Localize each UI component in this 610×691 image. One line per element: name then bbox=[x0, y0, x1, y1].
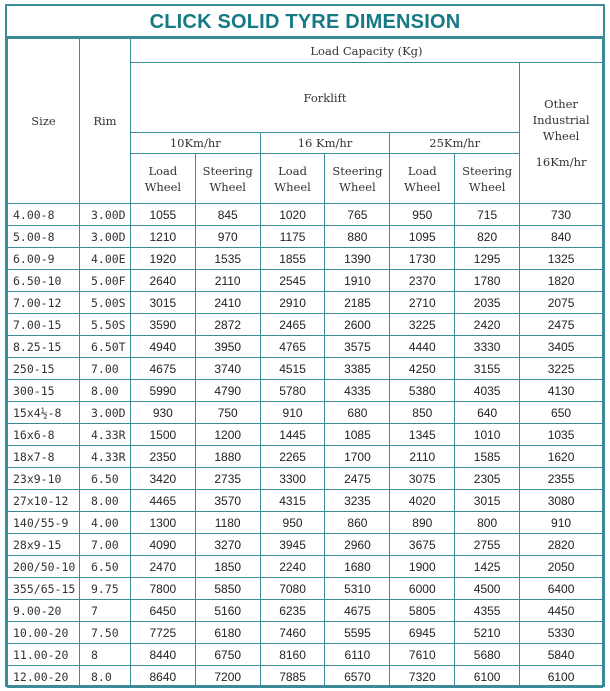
rim-cell: 9.75 bbox=[79, 578, 130, 600]
table-row bbox=[8, 292, 603, 314]
other-industrial-wheel-header bbox=[520, 63, 603, 204]
load-capacity-cell: 7460 bbox=[260, 622, 325, 644]
load-capacity-cell: 4675 bbox=[130, 358, 195, 380]
load-capacity-cell: 3075 bbox=[390, 468, 455, 490]
load-capacity-cell: 3575 bbox=[325, 336, 390, 358]
load-capacity-cell: 4250 bbox=[390, 358, 455, 380]
load-capacity-cell: 2355 bbox=[520, 468, 603, 490]
other-wheel-label: Other Industrial Wheel bbox=[532, 97, 590, 143]
size-cell: 16x6-8 bbox=[8, 424, 80, 446]
load-capacity-cell: 3225 bbox=[390, 314, 455, 336]
table-row bbox=[8, 402, 603, 424]
rim-cell: 4.33R bbox=[79, 446, 130, 468]
table-row bbox=[8, 644, 603, 666]
steering-wheel-header: Steering Wheel bbox=[455, 154, 520, 204]
size-cell: 15x4½-8 bbox=[8, 402, 80, 424]
load-wheel-header: Load Wheel bbox=[260, 154, 325, 204]
load-capacity-cell: 4765 bbox=[260, 336, 325, 358]
speed-10-header: 10Km/hr bbox=[130, 133, 260, 154]
rim-cell: 4.00E bbox=[79, 248, 130, 270]
load-capacity-cell: 4090 bbox=[130, 534, 195, 556]
load-capacity-cell: 8160 bbox=[260, 644, 325, 666]
load-capacity-cell: 1300 bbox=[130, 512, 195, 534]
load-capacity-cell: 2240 bbox=[260, 556, 325, 578]
size-cell: 6.00-9 bbox=[8, 248, 80, 270]
load-capacity-cell: 2465 bbox=[260, 314, 325, 336]
page-title: CLICK SOLID TYRE DIMENSION bbox=[7, 6, 603, 38]
load-capacity-cell: 1035 bbox=[520, 424, 603, 446]
load-capacity-cell: 6400 bbox=[520, 578, 603, 600]
rim-cell: 7.50 bbox=[79, 622, 130, 644]
load-capacity-cell: 910 bbox=[260, 402, 325, 424]
load-capacity-cell: 3945 bbox=[260, 534, 325, 556]
load-capacity-cell: 1880 bbox=[195, 446, 260, 468]
rim-cell: 5.50S bbox=[79, 314, 130, 336]
load-capacity-cell: 4035 bbox=[455, 380, 520, 402]
load-capacity-cell: 3270 bbox=[195, 534, 260, 556]
table-row bbox=[8, 204, 603, 226]
load-capacity-cell: 765 bbox=[325, 204, 390, 226]
load-capacity-cell: 4020 bbox=[390, 490, 455, 512]
size-cell: 12.00-20 bbox=[8, 666, 80, 688]
table-row bbox=[8, 556, 603, 578]
size-cell: 140/55-9 bbox=[8, 512, 80, 534]
load-capacity-cell: 1535 bbox=[195, 248, 260, 270]
size-cell: 250-15 bbox=[8, 358, 80, 380]
load-capacity-cell: 8440 bbox=[130, 644, 195, 666]
load-capacity-cell: 3300 bbox=[260, 468, 325, 490]
table-row bbox=[8, 600, 603, 622]
load-capacity-cell: 2265 bbox=[260, 446, 325, 468]
table-row bbox=[8, 622, 603, 644]
load-capacity-cell: 1210 bbox=[130, 226, 195, 248]
load-capacity-cell: 3590 bbox=[130, 314, 195, 336]
speed-25-header: 25Km/hr bbox=[390, 133, 520, 154]
load-capacity-cell: 840 bbox=[520, 226, 603, 248]
load-capacity-cell: 7885 bbox=[260, 666, 325, 688]
load-capacity-cell: 6100 bbox=[520, 666, 603, 688]
load-capacity-cell: 8640 bbox=[130, 666, 195, 688]
load-capacity-cell: 4940 bbox=[130, 336, 195, 358]
table-row bbox=[8, 490, 603, 512]
rim-cell: 3.00D bbox=[79, 402, 130, 424]
load-capacity-cell: 4355 bbox=[455, 600, 520, 622]
load-capacity-cell: 2755 bbox=[455, 534, 520, 556]
steering-wheel-header: Steering Wheel bbox=[325, 154, 390, 204]
size-cell: 9.00-20 bbox=[8, 600, 80, 622]
table-row bbox=[8, 248, 603, 270]
load-capacity-cell: 5595 bbox=[325, 622, 390, 644]
load-capacity-cell: 2370 bbox=[390, 270, 455, 292]
table-row bbox=[8, 314, 603, 336]
load-capacity-cell: 5330 bbox=[520, 622, 603, 644]
table-row bbox=[8, 578, 603, 600]
load-capacity-cell: 3950 bbox=[195, 336, 260, 358]
load-capacity-cell: 2420 bbox=[455, 314, 520, 336]
load-capacity-cell: 2350 bbox=[130, 446, 195, 468]
load-capacity-cell: 4440 bbox=[390, 336, 455, 358]
size-cell: 8.25-15 bbox=[8, 336, 80, 358]
size-cell: 355/65-15 bbox=[8, 578, 80, 600]
rim-cell: 8.0 bbox=[79, 666, 130, 688]
size-cell: 7.00-15 bbox=[8, 314, 80, 336]
table-row bbox=[8, 226, 603, 248]
load-capacity-cell: 950 bbox=[260, 512, 325, 534]
rim-cell: 8 bbox=[79, 644, 130, 666]
rim-cell: 4.33R bbox=[79, 424, 130, 446]
table-row bbox=[8, 468, 603, 490]
load-capacity-cell: 2475 bbox=[520, 314, 603, 336]
load-capacity-cell: 1900 bbox=[390, 556, 455, 578]
size-cell: 10.00-20 bbox=[8, 622, 80, 644]
table-row bbox=[8, 380, 603, 402]
load-capacity-cell: 1585 bbox=[455, 446, 520, 468]
load-capacity-cell: 1020 bbox=[260, 204, 325, 226]
load-capacity-cell: 2475 bbox=[325, 468, 390, 490]
load-capacity-cell: 850 bbox=[390, 402, 455, 424]
load-capacity-cell: 1920 bbox=[130, 248, 195, 270]
load-capacity-cell: 6570 bbox=[325, 666, 390, 688]
load-capacity-cell: 4465 bbox=[130, 490, 195, 512]
load-capacity-cell: 5990 bbox=[130, 380, 195, 402]
load-capacity-cell: 3385 bbox=[325, 358, 390, 380]
size-cell: 18x7-8 bbox=[8, 446, 80, 468]
load-capacity-cell: 3225 bbox=[520, 358, 603, 380]
load-capacity-cell: 2305 bbox=[455, 468, 520, 490]
load-capacity-cell: 3740 bbox=[195, 358, 260, 380]
table-row bbox=[8, 512, 603, 534]
size-cell: 7.00-12 bbox=[8, 292, 80, 314]
load-capacity-cell: 5160 bbox=[195, 600, 260, 622]
load-capacity-cell: 1680 bbox=[325, 556, 390, 578]
rim-cell: 8.00 bbox=[79, 490, 130, 512]
load-capacity-cell: 3570 bbox=[195, 490, 260, 512]
load-capacity-cell: 5780 bbox=[260, 380, 325, 402]
load-capacity-cell: 970 bbox=[195, 226, 260, 248]
load-capacity-cell: 890 bbox=[390, 512, 455, 534]
other-wheel-speed: 16Km/hr bbox=[535, 155, 587, 169]
load-capacity-cell: 1345 bbox=[390, 424, 455, 446]
load-capacity-cell: 1850 bbox=[195, 556, 260, 578]
load-capacity-cell: 6110 bbox=[325, 644, 390, 666]
load-capacity-header: Load Capacity (Kg) bbox=[130, 39, 602, 63]
load-capacity-cell: 800 bbox=[455, 512, 520, 534]
load-capacity-cell: 1095 bbox=[390, 226, 455, 248]
load-capacity-cell: 3330 bbox=[455, 336, 520, 358]
load-capacity-cell: 4335 bbox=[325, 380, 390, 402]
load-capacity-cell: 2110 bbox=[390, 446, 455, 468]
steering-wheel-header: Steering Wheel bbox=[195, 154, 260, 204]
load-capacity-cell: 1200 bbox=[195, 424, 260, 446]
load-capacity-cell: 2185 bbox=[325, 292, 390, 314]
load-capacity-cell: 1390 bbox=[325, 248, 390, 270]
load-capacity-cell: 910 bbox=[520, 512, 603, 534]
load-capacity-cell: 930 bbox=[130, 402, 195, 424]
rim-cell: 3.00D bbox=[79, 226, 130, 248]
load-capacity-cell: 4675 bbox=[325, 600, 390, 622]
load-capacity-cell: 860 bbox=[325, 512, 390, 534]
load-capacity-cell: 6235 bbox=[260, 600, 325, 622]
table-row bbox=[8, 270, 603, 292]
rim-cell: 6.50 bbox=[79, 556, 130, 578]
load-capacity-cell: 950 bbox=[390, 204, 455, 226]
tyre-dimension-sheet bbox=[5, 4, 605, 687]
load-wheel-header: Load Wheel bbox=[390, 154, 455, 204]
load-capacity-cell: 2640 bbox=[130, 270, 195, 292]
size-cell: 28x9-15 bbox=[8, 534, 80, 556]
rim-cell: 7 bbox=[79, 600, 130, 622]
load-capacity-cell: 4130 bbox=[520, 380, 603, 402]
load-capacity-cell: 1445 bbox=[260, 424, 325, 446]
load-capacity-cell: 7610 bbox=[390, 644, 455, 666]
table-row bbox=[8, 424, 603, 446]
load-capacity-cell: 3015 bbox=[130, 292, 195, 314]
forklift-header: Forklift bbox=[130, 63, 519, 133]
rim-cell: 7.00 bbox=[79, 358, 130, 380]
load-capacity-cell: 4315 bbox=[260, 490, 325, 512]
load-capacity-cell: 2600 bbox=[325, 314, 390, 336]
load-capacity-cell: 2820 bbox=[520, 534, 603, 556]
load-capacity-cell: 3675 bbox=[390, 534, 455, 556]
load-capacity-cell: 2910 bbox=[260, 292, 325, 314]
load-capacity-cell: 3405 bbox=[520, 336, 603, 358]
load-capacity-cell: 7725 bbox=[130, 622, 195, 644]
load-capacity-cell: 680 bbox=[325, 402, 390, 424]
load-capacity-cell: 1855 bbox=[260, 248, 325, 270]
load-capacity-cell: 715 bbox=[455, 204, 520, 226]
size-cell: 4.00-8 bbox=[8, 204, 80, 226]
load-capacity-cell: 7200 bbox=[195, 666, 260, 688]
load-capacity-cell: 5680 bbox=[455, 644, 520, 666]
load-capacity-cell: 2545 bbox=[260, 270, 325, 292]
load-capacity-cell: 1010 bbox=[455, 424, 520, 446]
rim-header: Rim bbox=[79, 39, 130, 204]
load-capacity-cell: 3080 bbox=[520, 490, 603, 512]
load-capacity-cell: 1425 bbox=[455, 556, 520, 578]
rim-cell: 4.00 bbox=[79, 512, 130, 534]
table-row bbox=[8, 666, 603, 688]
load-capacity-cell: 2050 bbox=[520, 556, 603, 578]
load-capacity-cell: 2872 bbox=[195, 314, 260, 336]
load-capacity-cell: 5310 bbox=[325, 578, 390, 600]
load-capacity-cell: 640 bbox=[455, 402, 520, 424]
rim-cell: 6.50 bbox=[79, 468, 130, 490]
load-capacity-cell: 6100 bbox=[455, 666, 520, 688]
speed-16-header: 16 Km/hr bbox=[260, 133, 390, 154]
load-capacity-cell: 2960 bbox=[325, 534, 390, 556]
load-capacity-cell: 6750 bbox=[195, 644, 260, 666]
table-row bbox=[8, 446, 603, 468]
table-row bbox=[8, 534, 603, 556]
size-cell: 27x10-12 bbox=[8, 490, 80, 512]
load-capacity-cell: 1175 bbox=[260, 226, 325, 248]
load-capacity-cell: 2735 bbox=[195, 468, 260, 490]
load-capacity-cell: 6450 bbox=[130, 600, 195, 622]
load-capacity-cell: 6945 bbox=[390, 622, 455, 644]
rim-cell: 3.00D bbox=[79, 204, 130, 226]
tyre-dimension-table bbox=[7, 38, 603, 688]
table-row bbox=[8, 358, 603, 380]
load-capacity-cell: 2035 bbox=[455, 292, 520, 314]
load-capacity-cell: 1500 bbox=[130, 424, 195, 446]
load-capacity-cell: 4515 bbox=[260, 358, 325, 380]
size-cell: 11.00-20 bbox=[8, 644, 80, 666]
load-capacity-cell: 2075 bbox=[520, 292, 603, 314]
rim-cell: 7.00 bbox=[79, 534, 130, 556]
load-capacity-cell: 6180 bbox=[195, 622, 260, 644]
size-cell: 200/50-10 bbox=[8, 556, 80, 578]
load-capacity-cell: 2470 bbox=[130, 556, 195, 578]
load-capacity-cell: 1620 bbox=[520, 446, 603, 468]
rim-cell: 5.00F bbox=[79, 270, 130, 292]
rim-cell: 8.00 bbox=[79, 380, 130, 402]
load-capacity-cell: 3155 bbox=[455, 358, 520, 380]
load-capacity-cell: 1780 bbox=[455, 270, 520, 292]
load-capacity-cell: 2710 bbox=[390, 292, 455, 314]
load-capacity-cell: 3235 bbox=[325, 490, 390, 512]
load-capacity-cell: 1700 bbox=[325, 446, 390, 468]
load-capacity-cell: 1910 bbox=[325, 270, 390, 292]
load-capacity-cell: 750 bbox=[195, 402, 260, 424]
size-cell: 300-15 bbox=[8, 380, 80, 402]
load-capacity-cell: 1180 bbox=[195, 512, 260, 534]
load-capacity-cell: 730 bbox=[520, 204, 603, 226]
load-wheel-header: Load Wheel bbox=[130, 154, 195, 204]
load-capacity-cell: 7800 bbox=[130, 578, 195, 600]
load-capacity-cell: 1820 bbox=[520, 270, 603, 292]
load-capacity-cell: 5380 bbox=[390, 380, 455, 402]
load-capacity-cell: 2110 bbox=[195, 270, 260, 292]
rim-cell: 5.00S bbox=[79, 292, 130, 314]
size-cell: 6.50-10 bbox=[8, 270, 80, 292]
load-capacity-cell: 1730 bbox=[390, 248, 455, 270]
rim-cell: 6.50T bbox=[79, 336, 130, 358]
load-capacity-cell: 4500 bbox=[455, 578, 520, 600]
load-capacity-cell: 3015 bbox=[455, 490, 520, 512]
load-capacity-cell: 7320 bbox=[390, 666, 455, 688]
load-capacity-cell: 3420 bbox=[130, 468, 195, 490]
load-capacity-cell: 6000 bbox=[390, 578, 455, 600]
table-row bbox=[8, 336, 603, 358]
load-capacity-cell: 5850 bbox=[195, 578, 260, 600]
load-capacity-cell: 5840 bbox=[520, 644, 603, 666]
load-capacity-cell: 4450 bbox=[520, 600, 603, 622]
load-capacity-cell: 1085 bbox=[325, 424, 390, 446]
size-header: Size bbox=[8, 39, 80, 204]
load-capacity-cell: 845 bbox=[195, 204, 260, 226]
load-capacity-cell: 2410 bbox=[195, 292, 260, 314]
size-cell: 23x9-10 bbox=[8, 468, 80, 490]
load-capacity-cell: 7080 bbox=[260, 578, 325, 600]
load-capacity-cell: 880 bbox=[325, 226, 390, 248]
load-capacity-cell: 4790 bbox=[195, 380, 260, 402]
load-capacity-cell: 5210 bbox=[455, 622, 520, 644]
size-cell: 5.00-8 bbox=[8, 226, 80, 248]
load-capacity-cell: 1325 bbox=[520, 248, 603, 270]
load-capacity-cell: 1055 bbox=[130, 204, 195, 226]
load-capacity-cell: 820 bbox=[455, 226, 520, 248]
load-capacity-cell: 5805 bbox=[390, 600, 455, 622]
load-capacity-cell: 1295 bbox=[455, 248, 520, 270]
load-capacity-cell: 650 bbox=[520, 402, 603, 424]
